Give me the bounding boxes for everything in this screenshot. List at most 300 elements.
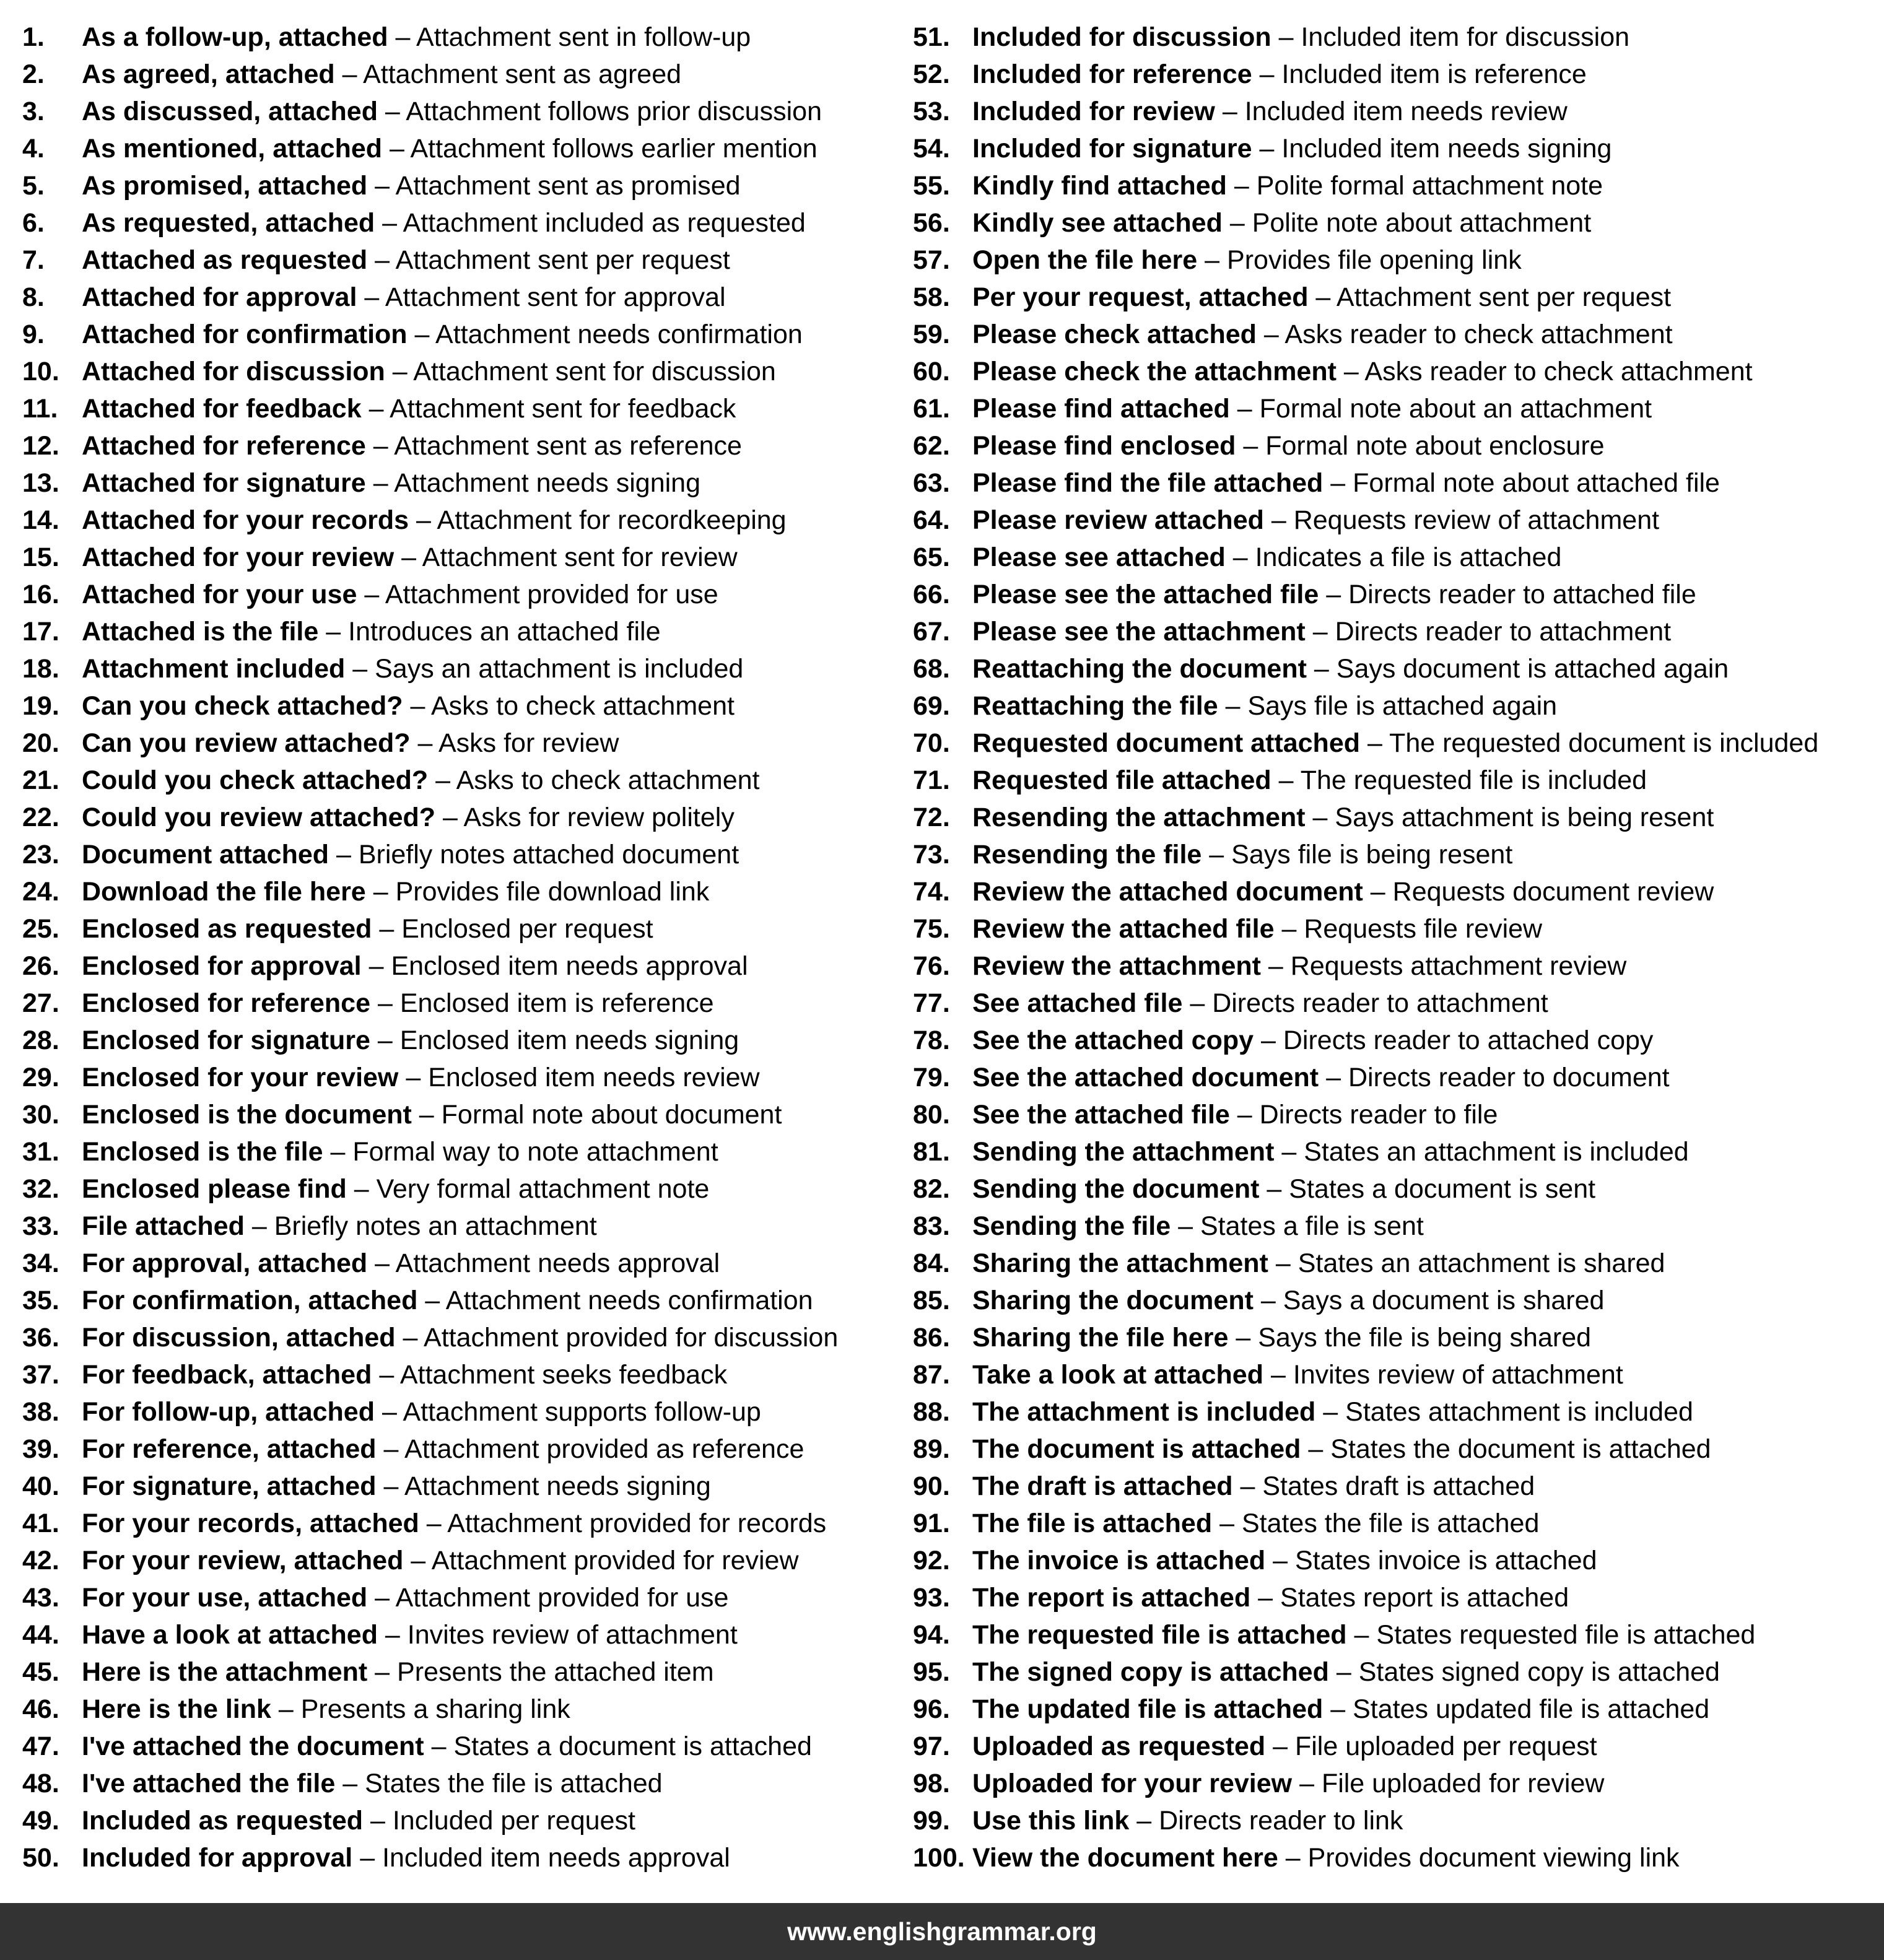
item-number: 97.	[913, 1731, 950, 1761]
list-item	[913, 873, 1884, 910]
item-phrase: Uploaded as requested	[972, 1731, 1266, 1761]
item-dash: –	[426, 1509, 442, 1538]
item-number: 45.	[22, 1657, 59, 1687]
item-description: Attachment provided for records	[447, 1509, 827, 1538]
item-phrase: Included as requested	[82, 1806, 364, 1836]
item-dash: –	[373, 431, 388, 461]
item-dash: –	[369, 394, 384, 424]
list-item	[913, 1765, 1884, 1802]
list-item	[22, 687, 889, 725]
item-phrase: For signature, attached	[82, 1471, 377, 1501]
item-number: 100.	[913, 1843, 965, 1873]
item-number: 83.	[913, 1211, 950, 1241]
item-number: 81.	[913, 1137, 950, 1167]
item-number: 73.	[913, 840, 950, 869]
item-phrase: For confirmation, attached	[82, 1286, 418, 1315]
item-description: Formal note about an attachment	[1259, 394, 1652, 424]
item-number: 26.	[22, 951, 59, 981]
item-description: Included item needs signing	[1281, 134, 1612, 163]
item-description: Asks to check attachment	[431, 691, 735, 721]
list-item	[22, 1468, 889, 1505]
item-phrase: The invoice is attached	[972, 1546, 1266, 1575]
item-phrase: Included for review	[972, 97, 1215, 126]
item-dash: –	[417, 728, 433, 758]
item-phrase: Attached for reference	[82, 431, 366, 461]
item-number: 44.	[22, 1620, 59, 1650]
item-dash: –	[1281, 914, 1297, 944]
item-number: 62.	[913, 431, 950, 461]
list-item	[913, 1691, 1884, 1728]
item-number: 31.	[22, 1137, 59, 1167]
item-description: Enclosed per request	[401, 914, 653, 944]
item-phrase: Sending the document	[972, 1174, 1260, 1204]
item-description: Invites review of attachment	[407, 1620, 738, 1650]
item-number: 12.	[22, 431, 59, 461]
item-description: Requests review of attachment	[1293, 505, 1660, 535]
item-phrase: See the attached copy	[972, 1026, 1254, 1055]
item-dash: –	[1315, 282, 1331, 312]
item-description: Says document is attached again	[1336, 654, 1729, 684]
phrase-column-right	[913, 19, 1884, 1876]
item-description: File uploaded per request	[1294, 1731, 1597, 1761]
item-phrase: See the attached document	[972, 1063, 1319, 1092]
item-dash: –	[1308, 1434, 1324, 1464]
item-description: States a file is sent	[1200, 1211, 1424, 1241]
item-phrase: Attached for discussion	[82, 357, 385, 386]
list-item	[22, 799, 889, 836]
item-dash: –	[364, 580, 380, 609]
item-dash: –	[1219, 1509, 1234, 1538]
list-item	[913, 687, 1884, 725]
list-item	[22, 1319, 889, 1356]
item-phrase: The signed copy is attached	[972, 1657, 1329, 1687]
item-dash: –	[416, 505, 431, 535]
item-dash: –	[1271, 505, 1286, 535]
item-number: 69.	[913, 691, 950, 721]
item-number: 46.	[22, 1694, 59, 1724]
item-dash: –	[1367, 728, 1382, 758]
item-number: 67.	[913, 617, 950, 647]
item-phrase: Review the attachment	[972, 951, 1261, 981]
list-item	[22, 873, 889, 910]
item-dash: –	[1267, 1174, 1282, 1204]
item-number: 39.	[22, 1434, 59, 1464]
item-number: 34.	[22, 1248, 59, 1278]
item-phrase: I've attached the file	[82, 1769, 336, 1798]
item-dash: –	[1312, 803, 1328, 832]
item-phrase: Enclosed is the file	[82, 1137, 323, 1167]
item-description: Formal note about document	[441, 1100, 782, 1130]
item-dash: –	[1268, 951, 1283, 981]
item-description: The requested document is included	[1389, 728, 1819, 758]
item-phrase: I've attached the document	[82, 1731, 424, 1761]
item-description: States the file is attached	[1241, 1509, 1540, 1538]
item-phrase: Resending the file	[972, 840, 1202, 869]
item-description: Included item needs review	[1244, 97, 1568, 126]
item-number: 49.	[22, 1806, 59, 1836]
item-phrase: Use this link	[972, 1806, 1130, 1836]
item-description: Attachment sent for discussion	[413, 357, 776, 386]
item-number: 35.	[22, 1286, 59, 1315]
item-description: States a document is sent	[1289, 1174, 1596, 1204]
item-dash: –	[1314, 654, 1329, 684]
item-dash: –	[1343, 357, 1359, 386]
item-dash: –	[401, 542, 417, 572]
item-phrase: As mentioned, attached	[82, 134, 383, 163]
item-phrase: Included for reference	[972, 59, 1252, 89]
item-dash: –	[1273, 1546, 1288, 1575]
item-number: 11.	[22, 394, 58, 424]
item-dash: –	[1240, 1471, 1255, 1501]
item-description: Attachment needs confirmation	[435, 320, 803, 349]
list-item	[22, 910, 889, 947]
item-description: Provides file download link	[395, 877, 710, 907]
item-description: Enclosed item needs signing	[399, 1026, 739, 1055]
item-number: 82.	[913, 1174, 950, 1204]
item-number: 4.	[22, 134, 45, 163]
item-description: Says a document is shared	[1283, 1286, 1605, 1315]
item-dash: –	[330, 1137, 346, 1167]
list-item	[913, 1282, 1884, 1319]
item-description: Attachment provided for review	[431, 1546, 799, 1575]
item-description: Says file is being resent	[1231, 840, 1513, 869]
item-description: Attachment sent for approval	[385, 282, 726, 312]
item-number: 50.	[22, 1843, 59, 1873]
item-phrase: Requested file attached	[972, 765, 1271, 795]
list-item	[913, 613, 1884, 650]
list-item	[913, 650, 1884, 687]
footer-bar	[0, 1903, 1884, 1960]
item-description: Provides document viewing link	[1307, 1843, 1680, 1873]
item-dash: –	[383, 1471, 399, 1501]
item-description: States draft is attached	[1262, 1471, 1535, 1501]
item-description: Attachment needs approval	[395, 1248, 720, 1278]
item-phrase: The file is attached	[972, 1509, 1213, 1538]
item-description: Briefly notes an attachment	[274, 1211, 597, 1241]
item-description: Invites review of attachment	[1293, 1360, 1623, 1390]
item-number: 88.	[913, 1397, 950, 1427]
list-item	[22, 316, 889, 353]
item-description: Directs reader to file	[1259, 1100, 1498, 1130]
list-item	[22, 1133, 889, 1170]
item-phrase: Attached as requested	[82, 245, 368, 275]
item-phrase: Document attached	[82, 840, 329, 869]
item-description: Attachment included as requested	[403, 208, 806, 238]
list-item	[22, 1022, 889, 1059]
item-dash: –	[385, 97, 400, 126]
item-dash: –	[443, 803, 458, 832]
item-phrase: File attached	[82, 1211, 245, 1241]
item-number: 91.	[913, 1509, 950, 1538]
list-item	[913, 1839, 1884, 1876]
item-number: 56.	[913, 208, 950, 238]
item-description: Included item is reference	[1281, 59, 1587, 89]
item-phrase: Download the file here	[82, 877, 366, 907]
list-item	[22, 427, 889, 464]
item-number: 71.	[913, 765, 950, 795]
item-phrase: Could you check attached?	[82, 765, 429, 795]
item-number: 42.	[22, 1546, 59, 1575]
item-number: 80.	[913, 1100, 950, 1130]
item-description: Attachment sent for feedback	[390, 394, 736, 424]
item-dash: –	[278, 1694, 294, 1724]
item-description: Attachment provided for use	[385, 580, 718, 609]
item-number: 28.	[22, 1026, 59, 1055]
list-item	[22, 279, 889, 316]
item-number: 66.	[913, 580, 950, 609]
item-number: 14.	[22, 505, 59, 535]
list-item	[913, 1059, 1884, 1096]
item-number: 3.	[22, 97, 45, 126]
item-dash: –	[375, 171, 390, 201]
item-dash: –	[1205, 245, 1220, 275]
item-number: 72.	[913, 803, 950, 832]
item-dash: –	[1237, 1100, 1252, 1130]
item-number: 6.	[22, 208, 45, 238]
item-phrase: The attachment is included	[972, 1397, 1316, 1427]
item-dash: –	[375, 245, 390, 275]
list-item	[913, 1245, 1884, 1282]
list-item	[913, 1616, 1884, 1653]
item-number: 7.	[22, 245, 45, 275]
item-description: States report is attached	[1280, 1583, 1569, 1613]
list-item	[22, 130, 889, 167]
list-item	[913, 1208, 1884, 1245]
item-dash: –	[425, 1286, 440, 1315]
list-item	[22, 947, 889, 985]
list-item	[22, 1505, 889, 1542]
item-phrase: Attached for confirmation	[82, 320, 408, 349]
item-dash: –	[1278, 765, 1294, 795]
list-item	[22, 539, 889, 576]
item-dash: –	[1323, 1397, 1338, 1427]
item-number: 2.	[22, 59, 45, 89]
item-phrase: Sharing the file here	[972, 1323, 1229, 1352]
item-dash: –	[385, 1620, 400, 1650]
item-dash: –	[382, 208, 398, 238]
list-item	[913, 1505, 1884, 1542]
item-description: Attachment seeks feedback	[399, 1360, 728, 1390]
item-dash: –	[379, 914, 395, 944]
list-item	[913, 353, 1884, 390]
list-item	[22, 464, 889, 502]
list-item	[913, 19, 1884, 56]
item-description: Asks reader to check attachment	[1284, 320, 1673, 349]
item-phrase: Here is the attachment	[82, 1657, 368, 1687]
phrase-column-left	[22, 19, 889, 1876]
item-description: Attachment provided as reference	[404, 1434, 805, 1464]
item-phrase: See the attached file	[972, 1100, 1230, 1130]
list-item	[913, 204, 1884, 242]
item-description: States an attachment is shared	[1297, 1248, 1665, 1278]
item-description: Directs reader to attached copy	[1283, 1026, 1654, 1055]
item-phrase: Attached for approval	[82, 282, 357, 312]
item-description: Says the file is being shared	[1258, 1323, 1592, 1352]
item-phrase: Sending the file	[972, 1211, 1171, 1241]
item-description: States invoice is attached	[1294, 1546, 1597, 1575]
item-phrase: Please review attached	[972, 505, 1264, 535]
list-item	[22, 985, 889, 1022]
list-item	[913, 1356, 1884, 1393]
item-description: Enclosed item is reference	[399, 988, 714, 1018]
item-number: 78.	[913, 1026, 950, 1055]
item-number: 32.	[22, 1174, 59, 1204]
list-item	[22, 1282, 889, 1319]
item-description: Enclosed item needs approval	[391, 951, 748, 981]
list-item	[22, 650, 889, 687]
list-item	[22, 1208, 889, 1245]
item-phrase: For your records, attached	[82, 1509, 419, 1538]
item-dash: –	[1326, 1063, 1341, 1092]
item-description: Attachment sent in follow-up	[416, 22, 751, 52]
item-phrase: Please see the attached file	[972, 580, 1319, 609]
item-dash: –	[1259, 134, 1275, 163]
item-phrase: For discussion, attached	[82, 1323, 396, 1352]
list-item	[913, 1133, 1884, 1170]
list-item	[913, 1468, 1884, 1505]
item-dash: –	[377, 988, 393, 1018]
list-item	[22, 613, 889, 650]
item-phrase: Please check attached	[972, 320, 1257, 349]
item-description: Attachment needs confirmation	[445, 1286, 813, 1315]
item-description: Directs reader to attached file	[1348, 580, 1696, 609]
item-number: 27.	[22, 988, 59, 1018]
list-item	[22, 1393, 889, 1431]
list-item	[22, 1059, 889, 1096]
item-phrase: For reference, attached	[82, 1434, 377, 1464]
item-dash: –	[342, 59, 357, 89]
item-dash: –	[352, 654, 368, 684]
item-number: 18.	[22, 654, 59, 684]
list-item	[913, 539, 1884, 576]
item-description: Directs reader to document	[1348, 1063, 1670, 1092]
list-item	[913, 1319, 1884, 1356]
item-dash: –	[326, 617, 341, 647]
list-item	[913, 1728, 1884, 1765]
item-description: Polite formal attachment note	[1256, 171, 1603, 201]
item-number: 70.	[913, 728, 950, 758]
item-dash: –	[1236, 1323, 1251, 1352]
item-phrase: Enclosed as requested	[82, 914, 372, 944]
item-dash: –	[1260, 1286, 1276, 1315]
list-item	[22, 1839, 889, 1876]
item-dash: –	[1263, 320, 1279, 349]
item-dash: –	[1261, 1026, 1276, 1055]
item-number: 23.	[22, 840, 59, 869]
item-dash: –	[1209, 840, 1224, 869]
item-phrase: Attached is the file	[82, 617, 319, 647]
item-description: States requested file is attached	[1376, 1620, 1756, 1650]
item-dash: –	[383, 1434, 399, 1464]
item-dash: –	[373, 877, 388, 907]
item-number: 87.	[913, 1360, 950, 1390]
item-number: 95.	[913, 1657, 950, 1687]
item-number: 53.	[913, 97, 950, 126]
item-dash: –	[389, 134, 404, 163]
item-number: 99.	[913, 1806, 950, 1836]
list-item	[913, 93, 1884, 130]
item-phrase: As a follow-up, attached	[82, 22, 388, 52]
item-phrase: Sending the attachment	[972, 1137, 1275, 1167]
list-item	[22, 242, 889, 279]
item-dash: –	[336, 840, 351, 869]
item-phrase: Reattaching the document	[972, 654, 1307, 684]
item-description: Included item for discussion	[1301, 22, 1630, 52]
item-phrase: Can you check attached?	[82, 691, 403, 721]
item-description: The requested file is included	[1300, 765, 1647, 795]
item-description: Says attachment is being resent	[1335, 803, 1714, 832]
list-item	[913, 1170, 1884, 1208]
list-item	[22, 167, 889, 204]
item-phrase: Take a look at attached	[972, 1360, 1263, 1390]
list-item	[22, 1542, 889, 1579]
item-dash: –	[354, 1174, 369, 1204]
item-dash: –	[1354, 1620, 1369, 1650]
item-phrase: See attached file	[972, 988, 1183, 1018]
item-dash: –	[1336, 1657, 1351, 1687]
item-number: 84.	[913, 1248, 950, 1278]
item-description: Says file is attached again	[1247, 691, 1558, 721]
list-item	[22, 1245, 889, 1282]
list-item	[22, 502, 889, 539]
item-description: States the document is attached	[1330, 1434, 1711, 1464]
list-item	[22, 19, 889, 56]
item-number: 59.	[913, 320, 950, 349]
item-dash: –	[1232, 542, 1248, 572]
item-description: Formal way to note attachment	[352, 1137, 718, 1167]
item-phrase: The requested file is attached	[972, 1620, 1347, 1650]
list-item	[22, 725, 889, 762]
item-phrase: The draft is attached	[972, 1471, 1233, 1501]
item-phrase: For your use, attached	[82, 1583, 368, 1613]
item-phrase: Could you review attached?	[82, 803, 436, 832]
item-description: States the file is attached	[365, 1769, 663, 1798]
item-number: 33.	[22, 1211, 59, 1241]
item-dash: –	[375, 1583, 390, 1613]
item-dash: –	[1370, 877, 1385, 907]
item-phrase: Have a look at attached	[82, 1620, 378, 1650]
item-phrase: Attached for feedback	[82, 394, 362, 424]
item-description: Attachment follows prior discussion	[406, 97, 822, 126]
item-phrase: The report is attached	[972, 1583, 1251, 1613]
item-phrase: Attached for your review	[82, 542, 395, 572]
item-phrase: Enclosed for signature	[82, 1026, 370, 1055]
list-item	[913, 316, 1884, 353]
item-description: Indicates a file is attached	[1255, 542, 1562, 572]
list-item	[22, 1691, 889, 1728]
item-phrase: For feedback, attached	[82, 1360, 372, 1390]
list-item	[22, 576, 889, 613]
item-description: Asks for review	[438, 728, 619, 758]
item-dash: –	[1259, 59, 1275, 89]
item-dash: –	[1312, 617, 1328, 647]
item-dash: –	[419, 1100, 434, 1130]
list-item	[913, 985, 1884, 1022]
item-description: Presents the attached item	[397, 1657, 714, 1687]
item-description: Directs reader to link	[1159, 1806, 1403, 1836]
item-number: 15.	[22, 542, 59, 572]
item-description: Polite note about attachment	[1252, 208, 1592, 238]
item-phrase: As promised, attached	[82, 171, 368, 201]
item-description: States an attachment is included	[1304, 1137, 1689, 1167]
list-item	[22, 762, 889, 799]
item-phrase: For your review, attached	[82, 1546, 404, 1575]
item-number: 92.	[913, 1546, 950, 1575]
item-dash: –	[1136, 1806, 1152, 1836]
footer-url[interactable]: www.englishgrammar.org	[787, 1917, 1097, 1946]
list-item	[913, 464, 1884, 502]
item-number: 63.	[913, 468, 950, 498]
